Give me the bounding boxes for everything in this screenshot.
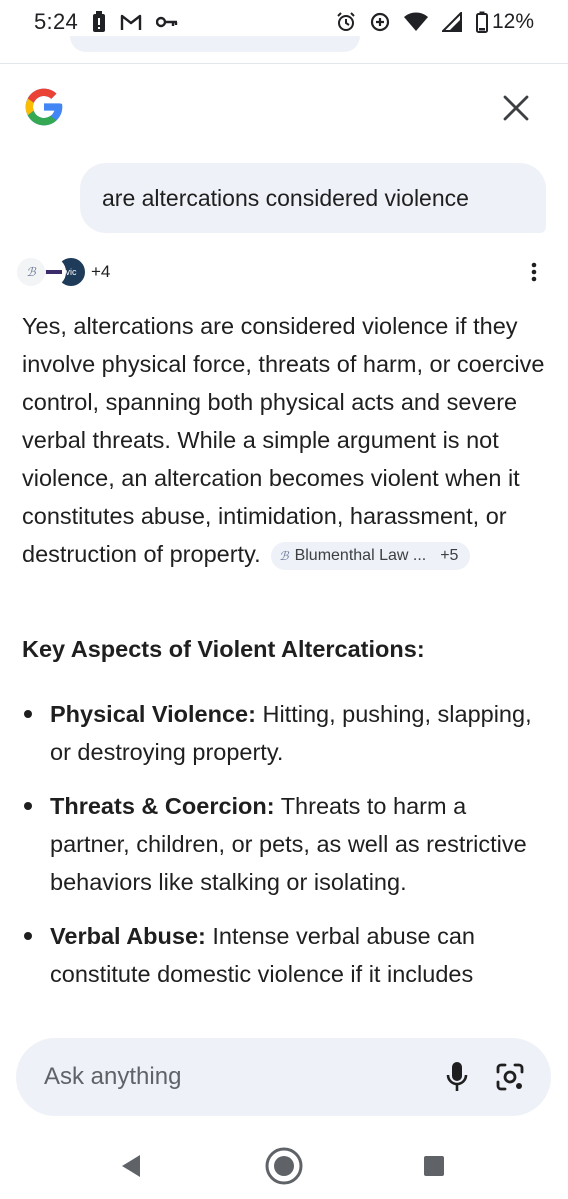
nav-back-button[interactable] xyxy=(118,1152,146,1180)
list-item-title: Physical Violence: xyxy=(50,701,256,727)
data-saver-icon xyxy=(370,12,390,32)
status-time: 5:24 xyxy=(34,9,79,34)
list-item-title: Threats & Coercion: xyxy=(50,793,275,819)
ask-input-placeholder: Ask anything xyxy=(44,1063,182,1090)
home-icon xyxy=(264,1146,304,1186)
lens-search-button[interactable] xyxy=(491,1058,529,1096)
nav-recents-button[interactable] xyxy=(423,1155,445,1177)
back-icon xyxy=(118,1152,146,1180)
source-favicon-3: vic xyxy=(56,257,86,287)
list-item xyxy=(22,917,552,993)
bullet-dot xyxy=(24,802,32,810)
answer-text: Yes, altercations are considered violence if they involve physical force, threats of harm, or coercive control, spanning both physical acts and severe verbal threats. While a simple argument is not violence, an altercation becomes violent when it constitutes abuse, intimidation, harassment, or destruction of property. xyxy=(22,313,545,567)
more-options-button[interactable] xyxy=(520,258,548,286)
google-logo xyxy=(22,85,66,129)
recents-icon xyxy=(423,1155,445,1177)
battery-group xyxy=(476,10,534,34)
battery-icon xyxy=(476,11,488,33)
list-item xyxy=(22,787,552,901)
list-item-text: Threats to harm a partner, children, or pets, as well as restrictive behaviors like stalking or isolating. xyxy=(50,793,527,895)
section-heading: Key Aspects of Violent Altercations: xyxy=(22,636,425,662)
signal-icon xyxy=(442,12,462,32)
source-favicon-1: ℬ xyxy=(16,257,46,287)
bullet-dot xyxy=(24,710,32,718)
citation-more: +5 xyxy=(440,547,459,564)
citation-favicon-icon: ℬ xyxy=(279,549,289,563)
list-item-text: Intense verbal abuse can constitute domestic violence if it includes xyxy=(50,923,475,987)
wifi-icon xyxy=(404,12,428,32)
list-item-title: Verbal Abuse: xyxy=(50,923,206,949)
close-button[interactable] xyxy=(498,90,534,126)
gmail-icon xyxy=(120,13,142,31)
voice-search-button[interactable] xyxy=(440,1058,474,1096)
user-query-bubble xyxy=(80,163,546,233)
previous-content-pill xyxy=(70,36,360,52)
ask-input-bar[interactable] xyxy=(16,1038,551,1116)
mic-icon xyxy=(446,1061,468,1093)
battery-percent: 12% xyxy=(491,10,534,33)
bullet-dot xyxy=(24,932,32,940)
nav-home-button[interactable] xyxy=(264,1146,304,1186)
citation-label: Blumenthal Law ... xyxy=(294,547,427,564)
key-icon xyxy=(156,16,178,28)
user-query-text: are altercations considered violence xyxy=(102,184,469,211)
ai-answer-paragraph xyxy=(22,307,552,573)
more-vert-icon xyxy=(531,262,537,282)
citation-chip[interactable] xyxy=(271,542,470,570)
lens-icon xyxy=(495,1062,525,1092)
battery-alert-icon xyxy=(92,11,106,33)
status-right xyxy=(336,10,534,34)
source-count: +4 xyxy=(91,262,111,281)
sources-row[interactable] xyxy=(16,256,110,288)
header-divider xyxy=(0,63,568,64)
status-left xyxy=(34,9,178,35)
key-aspects-list xyxy=(22,695,552,1009)
close-icon xyxy=(503,95,529,121)
alarm-icon xyxy=(336,12,356,32)
system-nav-bar xyxy=(0,1132,568,1199)
list-item-text: Hitting, pushing, slapping, or destroying property. xyxy=(50,701,532,765)
list-item xyxy=(22,695,552,771)
